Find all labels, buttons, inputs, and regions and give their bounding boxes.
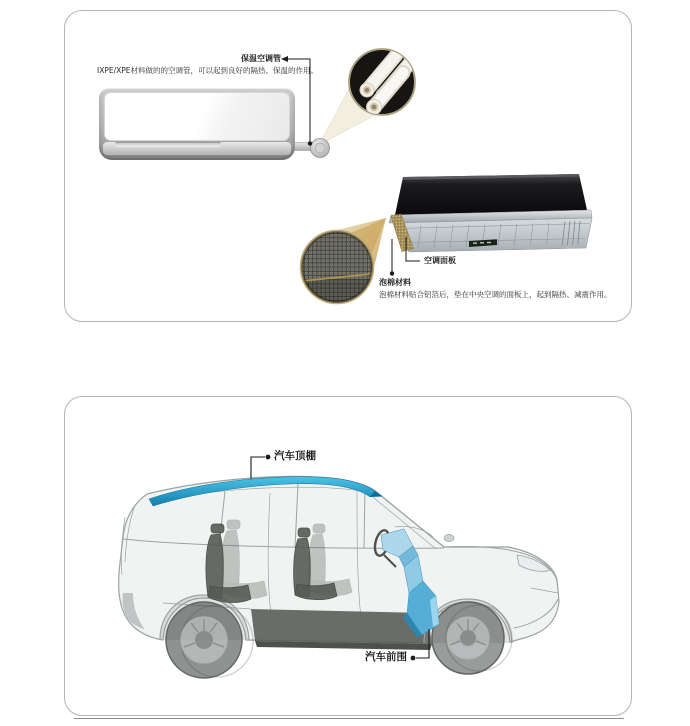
wall-ac-face [104, 92, 290, 141]
side-mirror [444, 535, 454, 542]
wall-ac-bottom [103, 142, 291, 155]
ac-illustration [65, 11, 633, 323]
wall-ac-unit [99, 88, 295, 160]
foam-detail-circle [301, 231, 373, 305]
callout-dot [411, 656, 416, 661]
pipe-callout-label: 保温空调管 [241, 54, 281, 63]
callout-dot [308, 141, 312, 145]
foam-callout-line [390, 239, 394, 276]
panel-callout-label: 空调面板 [424, 256, 456, 265]
ac-insulation-panel [64, 10, 632, 322]
foam-callout-label: 泡棉材料 [379, 278, 411, 287]
page-bottom-rule [74, 718, 624, 719]
callout-arrow-left-icon [281, 56, 288, 62]
roof-callout-line [251, 455, 270, 479]
car-panel [64, 396, 632, 716]
front-callout-label: 汽车前围 [365, 651, 407, 663]
pipe-callout-description: IXPE/XPE材料做的的空调管，可以起到良好的隔热、保温的作用。 [97, 66, 319, 75]
car-rocker [251, 609, 432, 650]
callout-dot [266, 455, 271, 460]
roof-callout-label: 汽车顶棚 [274, 450, 316, 462]
wall-ac-vent [115, 142, 221, 147]
car-illustration [65, 397, 633, 717]
callout-dot [390, 271, 394, 275]
cassette-ac-unit [389, 174, 592, 252]
foam-callout-description: 泡棉材料贴合铝箔后，垫在中央空调的面板上，起到隔热、减震作用。 [379, 290, 612, 299]
pipe-detail-circle [349, 49, 415, 115]
